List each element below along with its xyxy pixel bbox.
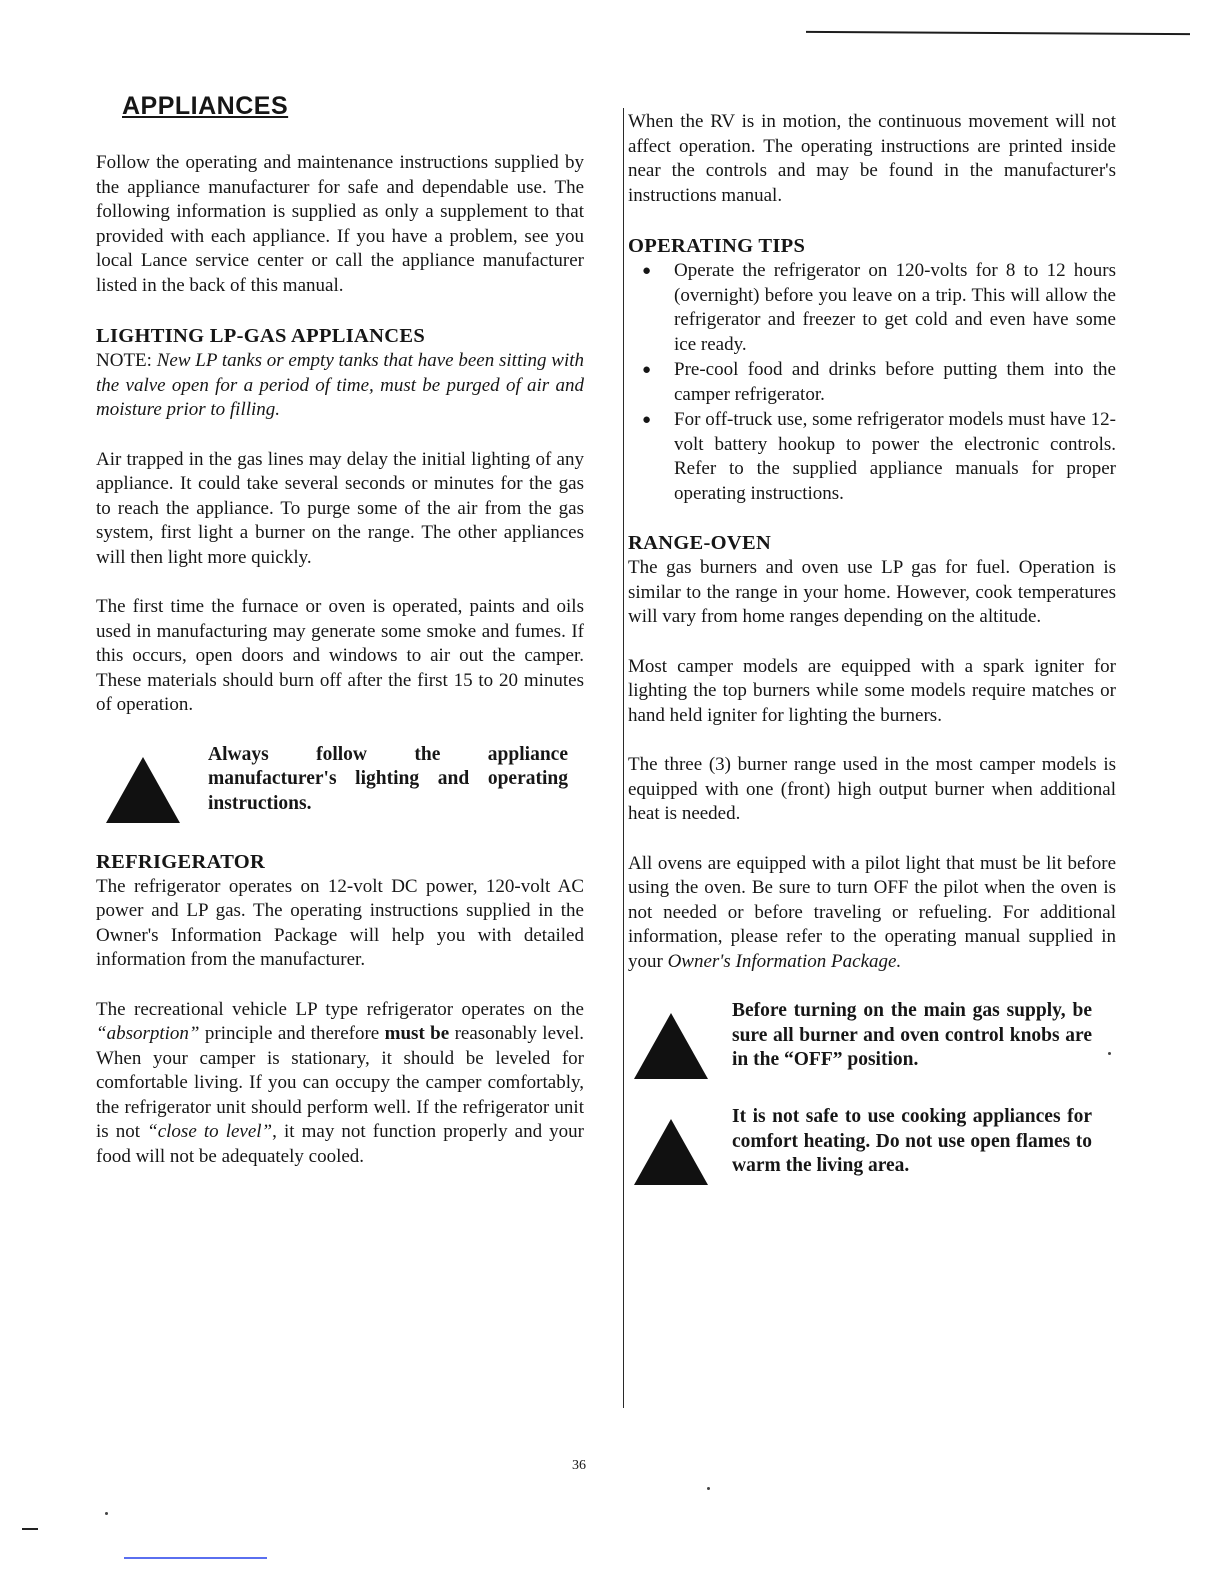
warning-text: It is not safe to use cooking appliances for comfort heating. Do not use open flames to warm the living area. <box>732 1106 1092 1176</box>
lighting-heading: LIGHTING LP-GAS APPLIANCES <box>96 325 426 347</box>
page-title: APPLIANCES <box>122 92 289 120</box>
range-paragraph-4 <box>628 852 1116 975</box>
text-run: principle and therefore <box>199 1023 385 1044</box>
range-paragraph-1: The gas burners and oven use LP gas for fuel. Operation is similar to the range in your home. However, cook temperatures will vary from home ranges depending on the altitude. <box>628 557 1116 627</box>
motion-paragraph: When the RV is in motion, the continuous movement will not affect operation. The operating instructions are printed inside near the controls and may be found in the manufacturer's instructions manual. <box>628 111 1116 206</box>
bullet-icon: ● <box>642 412 652 428</box>
right-column <box>628 110 1116 1211</box>
range-oven-heading: RANGE-OVEN <box>628 532 772 554</box>
scan-speck <box>105 1512 108 1515</box>
close-to-level-term: “close to level” <box>147 1121 273 1142</box>
warning-triangle-icon <box>634 1013 708 1079</box>
range-paragraph-2: Most camper models are equipped with a spark igniter for lighting the top burners while some models require matches or hand held igniter for lighting the burners. <box>628 655 1116 726</box>
list-item <box>628 358 1116 407</box>
tip-text: Pre-cool food and drinks before putting them into the camper refrigerator. <box>674 359 1116 405</box>
note-label: NOTE: <box>96 350 152 371</box>
scan-speck <box>1108 1052 1111 1055</box>
warning-text: Before turning on the main gas supply, be sure all burner and oven control knobs are in the “OFF” position. <box>732 1000 1092 1070</box>
must-be-emphasis: must be <box>384 1023 450 1044</box>
owners-package-term: Owner's Information Package. <box>667 950 902 972</box>
refrigerator-paragraph-1: The refrigerator operates on 12-volt DC power, 120-volt AC power and LP gas. The operating instructions supplied in the Owner's Information Package will help you with detailed information from the manufacturer. <box>96 875 584 970</box>
text-run: All ovens are equipped with a pilot light that must be lit before using the oven. Be sure to turn OFF the pilot when the oven is not needed or before traveling or refueling. For additional information, please refer to the operating manual supplied in your <box>628 852 1116 972</box>
comfort-heating-warning <box>628 1105 1116 1185</box>
lighting-paragraph-2: The first time the furnace or oven is operated, paints and oils used in manufacturing may generate some smoke and fumes. If this occurs, open doors and windows to air out the camper. These materials should burn off after the first 15 to 20 minutes of operation. <box>96 596 584 715</box>
tip-text: Operate the refrigerator on 120-volts for 8 to 12 hours (overnight) before you leave on a trip. This will allow the refrigerator and freezer to get cold and even have some ice ready. <box>674 260 1116 355</box>
text-run: The recreational vehicle LP type refrigerator operates on the <box>96 998 584 1020</box>
operating-tips-list <box>628 259 1116 506</box>
warning-text: Always follow the appliance manufacturer's lighting and operating instructions. <box>208 743 568 814</box>
list-item <box>628 259 1116 357</box>
note-text: New LP tanks or empty tanks that have been sitting with the valve open for a period of time, must be purged of air and moisture prior to filling. <box>96 350 584 420</box>
text-run: reasonably level. When your camper is stationary, it should be leveled for comfortable living. If you can occupy the camper comfortably, the refrigerator unit should perform well. If the refrigerator unit is not <box>96 1023 584 1142</box>
lighting-warning <box>96 743 584 823</box>
text-run: , it may not function properly and your food will not be adequately cooled. <box>96 1121 585 1167</box>
list-item <box>628 408 1116 506</box>
range-paragraph-3: The three (3) burner range used in the most camper models is equipped with one (front) high output burner when additional heat is needed. <box>628 754 1116 824</box>
lighting-paragraph-1: Air trapped in the gas lines may delay the initial lighting of any appliance. It could take several seconds or minutes for the gas to reach the appliance. To purge some of the air from the gas system, first light a burner on the range. The other appliances will then light more quickly. <box>96 448 584 568</box>
bullet-icon: ● <box>642 263 652 279</box>
warning-triangle-icon <box>634 1119 708 1185</box>
tip-text: For off-truck use, some refrigerator models must have 12-volt battery hookup to power the electronic controls. Refer to the supplied appliance manuals for proper operating instructions. <box>674 409 1116 504</box>
lighting-note <box>96 349 584 423</box>
absorption-term: “absorption” <box>96 1023 200 1044</box>
operating-tips-heading: OPERATING TIPS <box>628 235 806 257</box>
refrigerator-heading: REFRIGERATOR <box>96 850 266 873</box>
column-divider <box>623 108 624 1408</box>
bullet-icon: ● <box>642 362 652 378</box>
page-number: 36 <box>572 1458 586 1473</box>
scan-mark-dash <box>22 1528 38 1530</box>
gas-supply-warning <box>628 999 1116 1079</box>
warning-triangle-icon <box>106 757 180 823</box>
intro-paragraph: Follow the operating and maintenance instructions supplied by the appliance manufacturer for safe and dependable use. The following information is supplied as only a supplement to that provided with each appliance. If you have a problem, see you local Lance service center or call the appliance manufacturer listed in the back of this manual. <box>96 152 584 296</box>
refrigerator-paragraph-2 <box>96 998 584 1170</box>
header-rule <box>806 31 1190 35</box>
scan-speck <box>707 1487 710 1490</box>
left-column <box>96 92 584 1194</box>
scan-mark-line <box>124 1557 267 1559</box>
